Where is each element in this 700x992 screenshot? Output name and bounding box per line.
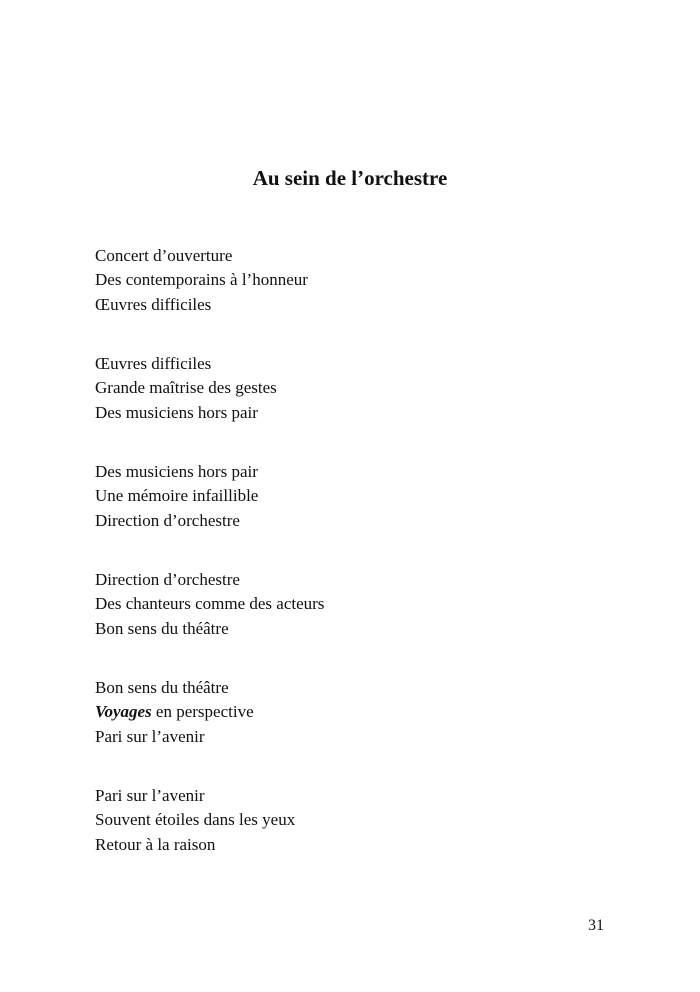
verse-line: Une mémoire infaillible — [95, 486, 259, 506]
verse-line: Souvent étoiles dans les yeux — [95, 810, 296, 830]
stanza-5 — [95, 676, 595, 749]
stanza-1 — [95, 244, 595, 317]
verse-line: Retour à la raison — [95, 834, 216, 854]
verse-line: Bon sens du théâtre — [95, 618, 229, 638]
stanza-3 — [95, 460, 595, 533]
poem-title: Au sein de l’orchestre — [252, 166, 448, 190]
verse-line: Des contemporains à l’honneur — [95, 270, 308, 290]
verse-line: Grande maîtrise des gestes — [95, 378, 277, 398]
page-number: 31 — [588, 917, 604, 934]
stanza-6 — [95, 784, 595, 857]
verse-line-mixed — [95, 700, 595, 724]
verse-line: Des musiciens hors pair — [95, 462, 258, 481]
emphasized-title: Voyages — [95, 702, 152, 722]
verse-line: Bon sens du théâtre — [95, 678, 229, 697]
verse-line: Pari sur l’avenir — [95, 786, 205, 805]
verse-line: Pari sur l’avenir — [95, 726, 205, 746]
verse-line: Des chanteurs comme des acteurs — [95, 594, 325, 614]
verse-line: Concert d’ouverture — [95, 246, 233, 265]
verse-line: Direction d’orchestre — [95, 570, 240, 589]
stanza-2 — [95, 352, 595, 425]
verse-line: Des musiciens hors pair — [95, 402, 258, 422]
stanza-4 — [95, 568, 595, 641]
verse-line: Œuvres difficiles — [95, 294, 212, 314]
verse-line: Direction d’orchestre — [95, 510, 240, 530]
verse-line-rest: en perspective — [151, 702, 254, 722]
verse-line: Œuvres difficiles — [95, 354, 212, 373]
